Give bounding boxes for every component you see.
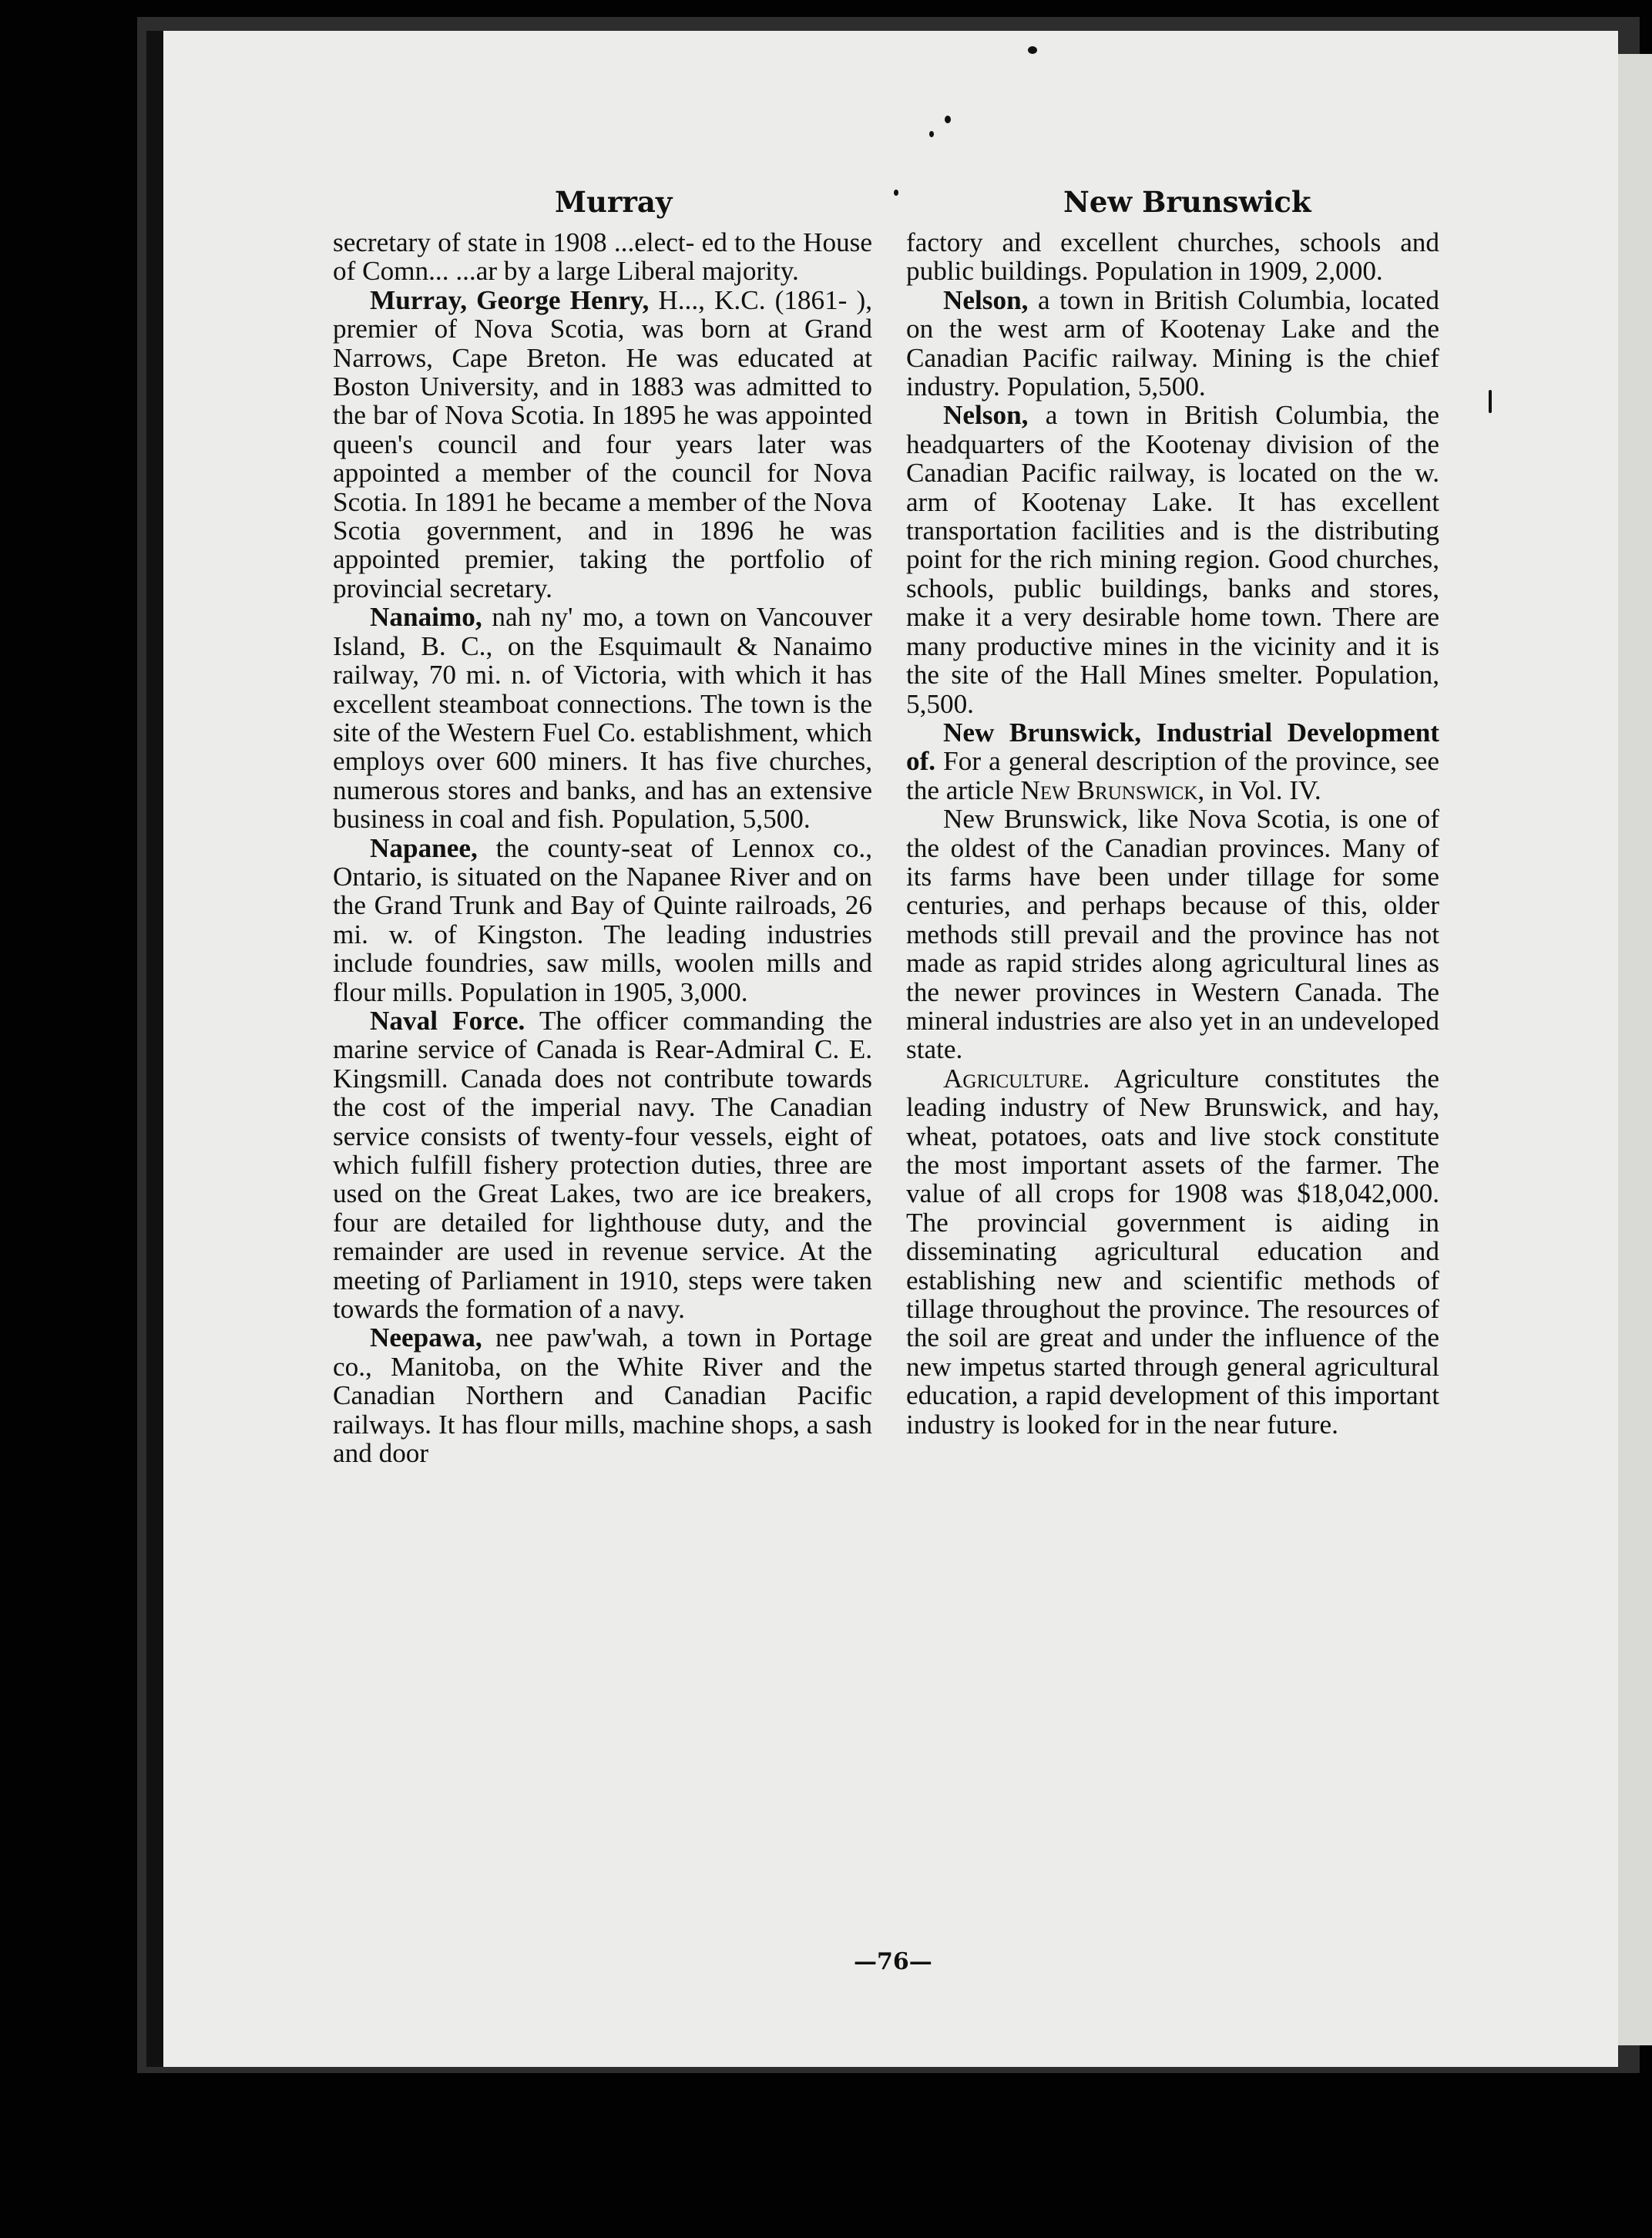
cross-reference: New Brunswick	[1020, 775, 1198, 805]
entry-heading: New Brunswick, Industrial Development of.	[906, 717, 1439, 777]
dust-speck	[929, 131, 934, 137]
entry-body: the county-seat of Lennox co., Ontario, is situated on the Napanee River and on the Grand Trunk and Bay of Quinte railroads, 26 mi. w. of Kingston. The leading industries include foundries, saw mills, woolen mills and flour mills. Population in 1905, 3,000.	[333, 832, 872, 1007]
entry-heading: Neepawa,	[370, 1322, 482, 1353]
entry-heading: Nanaimo,	[370, 602, 482, 633]
paragraph-continuation: secretary of state in 1908 ...elect- ed to the House of Comn... ...ar by a large Liberal majority.	[333, 227, 872, 287]
subsection-agriculture	[906, 1064, 1439, 1439]
entry-neepawa	[333, 1323, 872, 1467]
running-head-right: New Brunswick	[1063, 185, 1311, 219]
entry-body: nah ny' mo, a town on Vancouver Island, B. C., on the Esquimault & Nanaimo railway, 70 mi. n. of Victoria, with which it has excellent steamboat connections. The town is the site of the Western Fuel Co. establishment, which employs over 600 miners. It has five churches, numerous stores and banks, and has an extensive business in coal and fish. Population, 5,500.	[333, 602, 872, 835]
entry-body: H..., K.C. (1861- ), premier of Nova Scotia, was born at Grand Narrows, Cape Breton. He was educated at Boston University, and in 1883 was admitted to the bar of Nova Scotia. In 1895 he was appointed queen's council and four years later was appointed a member of the council for Nova Scotia. In 1891 he became a member of the Nova Scotia government, and in 1896 he was appointed premier, taking the portfolio of provincial secretary.	[333, 284, 872, 603]
dust-speck	[894, 190, 898, 196]
dust-speck	[945, 116, 951, 123]
entry-body: nee paw'wah, a town in Portage co., Manitoba, on the White River and the Canadian Northern and Canadian Pacific railways. It has flour mills, machine shops, a sash and door	[333, 1322, 872, 1469]
page-number: —76—	[854, 1948, 932, 1975]
entry-naval-force	[333, 1006, 872, 1323]
entry-heading: Napanee,	[370, 832, 478, 863]
entry-heading: Murray, George Henry,	[370, 284, 650, 315]
subsection-heading: Agriculture.	[943, 1063, 1090, 1094]
entry-heading: Nelson,	[943, 400, 1029, 431]
entry-napanee	[333, 834, 872, 1006]
entry-heading: Nelson,	[943, 284, 1029, 315]
binding-spine	[146, 31, 163, 2067]
left-text-column	[333, 228, 872, 1467]
entry-body: a town in British Columbia, located on the west arm of Kootenay Lake and the Canadian Pacific railway. Mining is the chief industry. Population, 5,500.	[906, 284, 1439, 402]
entry-murray	[333, 286, 872, 603]
facing-page-edge	[1615, 54, 1652, 2045]
entry-nelson-2	[906, 401, 1439, 717]
dust-speck	[1489, 390, 1492, 413]
entry-body: The officer commanding the marine service of Canada is Rear-Admiral C. E. Kingsmill. Canada does not contribute towards the cost of the imperial navy. The Canadian service consists of twenty-four vessels, eight of which fulfill fishery protection duties, three are used on the Great Lakes, two are ice breakers, four are detailed for lighthouse duty, and the remainder are used in revenue service. At the meeting of Parliament in 1910, steps were taken towards the formation of a navy.	[333, 1005, 872, 1325]
subsection-body: Agriculture constitutes the leading industry of New Brunswick, and hay, wheat, potatoes, oats and live stock constitute the most important assets of the farmer. The value of all crops for 1908 was $18,042,000. The provincial government is aiding in disseminating agricultural education and establishing new and scientific methods of tillage throughout the province. The resources of the soil are great and under the influence of the new impetus started through general agricultural education, a rapid development of this important industry is looked for in the near future.	[906, 1063, 1439, 1440]
dust-speck	[1028, 46, 1037, 54]
entry-body: For a general description of the province, see the article	[906, 746, 1439, 805]
paragraph: New Brunswick, like Nova Scotia, is one of the oldest of the Canadian provinces. Many of its farms have been under tillage for some centuries, and perhaps because of this, older methods still prevail and the province has not made as rapid strides along agricultural lines as the newer provinces in Western Canada. The mineral industries are also yet in an undeveloped state.	[906, 804, 1439, 1065]
right-text-column	[906, 228, 1439, 1439]
entry-new-brunswick	[906, 718, 1439, 805]
entry-nelson-1	[906, 286, 1439, 402]
entry-heading: Naval Force.	[370, 1005, 525, 1036]
entry-body: , in Vol. IV.	[1197, 775, 1321, 805]
entry-body: a town in British Columbia, the headquarters of the Kootenay division of the Canadian Pacific railway, is located on the w. arm of Kootenay Lake. It has excellent transportation facilities and is the distributing point for the rich mining region. Good churches, schools, public buildings, banks and stores, make it a very desirable home town. There are many productive mines in the vicinity and it is the site of the Hall Mines smelter. Population, 5,500.	[906, 400, 1439, 719]
entry-nanaimo	[333, 603, 872, 833]
paragraph-continuation: factory and excellent churches, schools and public buildings. Population in 1909, 2,000.	[906, 227, 1439, 287]
running-head-left: Murray	[555, 185, 673, 219]
